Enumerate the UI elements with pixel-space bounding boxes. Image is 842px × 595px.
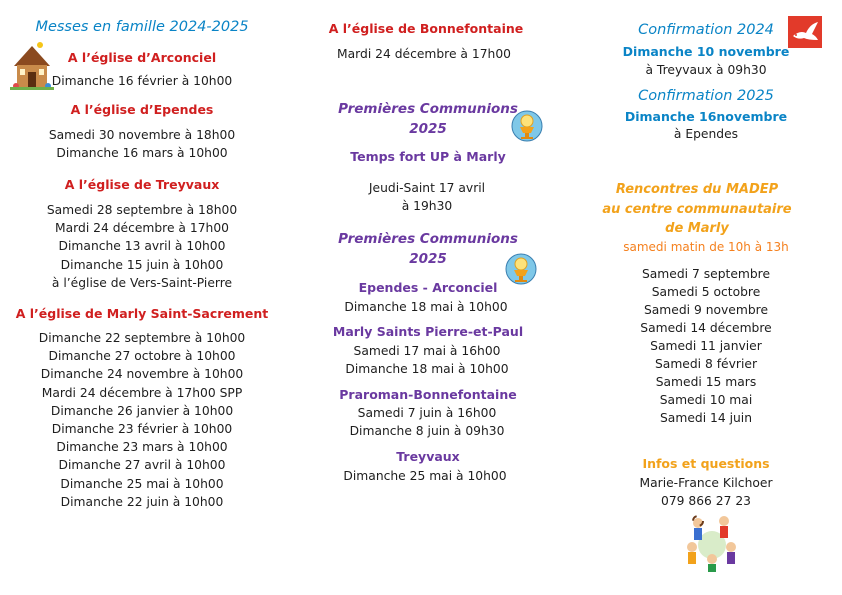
praroman-heading: Praroman-Bonnefontaine [339,387,517,402]
marly-spp-dates [345,342,508,378]
confirmation-2025-place: à Ependes [673,127,739,141]
date-line: Dimanche 16 mars à 10h00 [56,146,228,161]
date-line: Dimanche 18 mai à 10h00 [344,300,508,314]
host-chalice-icon [511,110,543,146]
children-circle-icon [684,511,740,577]
ependes-dates [49,126,235,162]
date-line: Dimanche 18 mai à 10h00 [345,362,509,377]
date-line: Samedi 14 juin [660,411,752,425]
date-line: Samedi 7 juin à 16h00 [357,406,497,420]
date-line: Samedi 10 mai [659,393,753,407]
temps-fort-heading: Temps fort UP à Marly [350,149,506,164]
bonnefontaine-dates [337,45,511,63]
confirmation-2024-date: Dimanche 10 novembre [622,44,790,59]
ependes-arconciel-dates [344,298,507,316]
ependes-arconciel-heading: Ependes - Arconciel [358,280,498,295]
date-line: Samedi 7 septembre [641,267,771,281]
confirmation-2024-place: à Treyvaux à 09h30 [645,63,767,77]
madep-dates [640,265,771,427]
date-line: Dimanche 23 mars à 10h00 [56,440,228,455]
confirmation-2025-title: Confirmation 2025 [638,88,774,104]
date-line: Dimanche 24 novembre à 10h00 [40,367,244,382]
confirmation-2024-title: Confirmation 2024 [638,22,774,38]
temps-fort-dates [369,179,485,215]
contact-name: Marie-France Kilchoer [639,476,773,490]
marly-spp-heading: Marly Saints Pierre-et-Paul [332,324,524,339]
host-chalice-icon [505,253,537,289]
date-line: Dimanche 25 mai à 10h00 [60,476,224,491]
treyvaux-dates [47,201,237,292]
confirmation-2025-date: Dimanche 16novembre [624,109,788,124]
madep-title-line2: au centre communautaire [602,202,792,217]
church-icon [10,40,54,94]
date-line: Mardi 24 décembre à 17h00 [55,221,229,236]
arconciel-dates [52,72,233,90]
date-line: Dimanche 23 février à 10h00 [51,422,233,437]
treyvaux-pc-dates [343,467,506,485]
date-line: Samedi 9 novembre [643,303,769,317]
date-line: Dimanche 13 avril à 10h00 [58,239,226,254]
first-communion-title-2: Premières Communions [338,231,518,247]
contact-phone: 079 866 27 23 [661,494,751,508]
date-line: Dimanche 27 avril à 10h00 [58,458,226,473]
date-line: Mardi 24 décembre à 17h00 SPP [41,385,243,400]
masses-title: Messes en famille 2024-2025 [35,19,249,35]
ependes-heading: A l’église d’Ependes [70,102,214,117]
marly-dates [39,329,246,511]
date-line: Jeudi-Saint 17 avril [368,181,486,195]
date-line: Samedi 11 janvier [650,339,762,353]
date-line: Samedi 17 mai à 16h00 [353,344,501,358]
first-communion-title-1: Premières Communions [338,101,518,117]
date-line: Dimanche 22 septembre à 10h00 [38,331,246,345]
date-line: Dimanche 15 juin à 10h00 [60,257,224,272]
date-line: Dimanche 26 janvier à 10h00 [50,403,234,418]
dove-icon [788,16,822,52]
first-communion-year-2: 2025 [409,251,447,267]
date-line: Dimanche 25 mai à 10h00 [343,469,507,483]
date-line: à 19h30 [401,199,453,214]
date-line: Samedi 8 février [654,357,757,371]
treyvaux-heading: A l’église de Treyvaux [64,177,220,192]
date-line: Samedi 14 décembre [640,321,772,335]
treyvaux-pc-heading: Treyvaux [396,449,460,464]
arconciel-heading: A l’église d’Arconciel [67,50,217,65]
bonnefontaine-heading: A l’église de Bonnefontaine [328,21,524,36]
date-line: Samedi 15 mars [655,375,757,389]
marly-heading: A l’église de Marly Saint-Sacrement [15,306,269,321]
date-line: Samedi 30 novembre à 18h00 [48,128,236,142]
date-line: à l’église de Vers-Saint-Pierre [51,275,233,290]
date-line: Samedi 5 octobre [651,285,761,299]
first-communion-year-1: 2025 [409,121,447,137]
praroman-dates [350,404,505,440]
date-line: Mardi 24 décembre à 17h00 [337,47,511,61]
date-line: Dimanche 8 juin à 09h30 [349,424,505,439]
date-line: Dimanche 27 octobre à 10h00 [48,349,236,364]
date-line: Samedi 28 septembre à 18h00 [46,203,238,217]
madep-title-line1: Rencontres du MADEP [615,182,779,197]
date-line: Dimanche 16 février à 10h00 [51,74,233,88]
date-line: Dimanche 22 juin à 10h00 [60,494,224,509]
infos-heading: Infos et questions [642,456,770,471]
madep-title-line3: de Marly [665,221,729,236]
madep-subtitle: samedi matin de 10h à 13h [623,240,789,254]
